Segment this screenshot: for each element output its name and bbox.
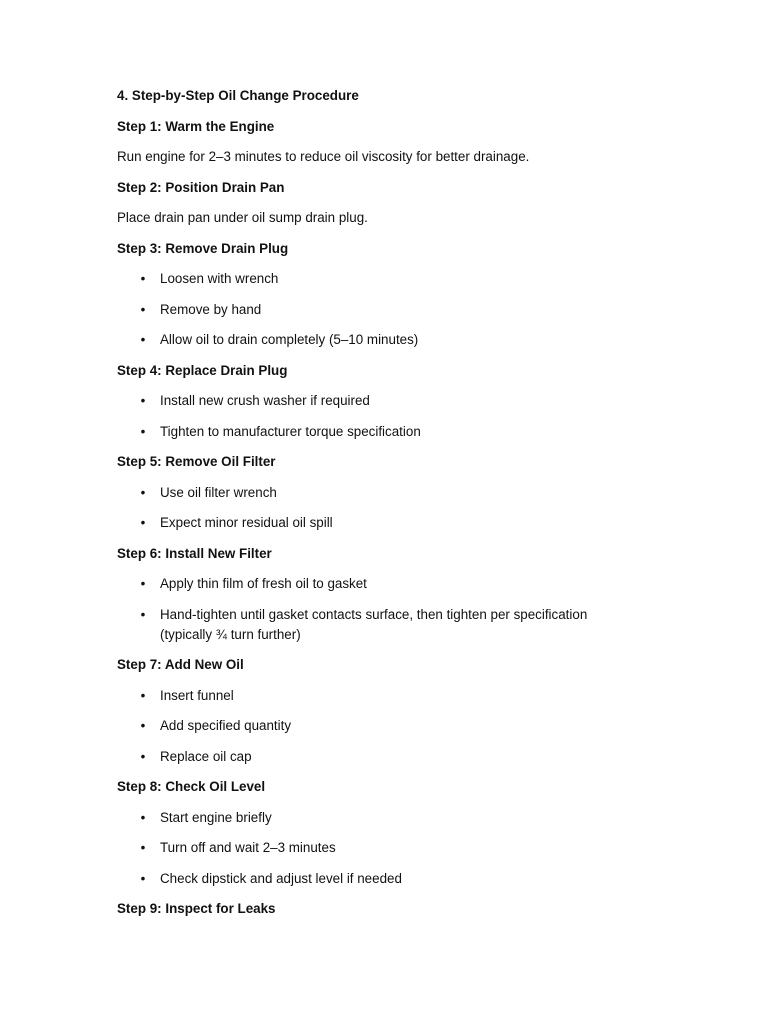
bullet-dot-icon: • — [140, 332, 146, 347]
bullet-list — [117, 483, 637, 534]
bullet-item — [117, 269, 637, 289]
bullet-list — [117, 808, 637, 889]
bullet-dot-icon: • — [140, 809, 146, 825]
bullet-item — [117, 869, 637, 889]
bullet-text: Start engine briefly — [160, 809, 272, 825]
step-section — [117, 777, 637, 889]
bullet-item — [117, 574, 637, 594]
bullet-item — [117, 605, 637, 645]
step-title: Step 1: Warm the Engine — [117, 118, 275, 134]
step-section — [117, 239, 637, 351]
step-section — [117, 899, 637, 919]
bullet-dot-icon: • — [140, 748, 146, 764]
step-paragraph: Place drain pan under oil sump drain plug. — [117, 210, 368, 225]
bullet-text: Insert funnel — [160, 687, 234, 703]
bullet-text: Allow oil to drain completely (5–10 minutes) — [160, 332, 419, 347]
bullet-dot-icon: • — [140, 484, 146, 500]
bullet-item — [117, 808, 637, 828]
step-title: Step 6: Install New Filter — [117, 545, 272, 561]
bullet-text: Remove by hand — [160, 301, 262, 317]
bullet-dot-icon: • — [140, 718, 146, 733]
bullet-list — [117, 574, 637, 645]
bullet-item — [117, 391, 637, 411]
bullet-text: Use oil filter wrench — [160, 484, 277, 500]
bullet-item — [117, 838, 637, 858]
bullet-dot-icon: • — [140, 271, 146, 286]
bullet-text: Add specified quantity — [160, 718, 292, 733]
step-title: Step 8: Check Oil Level — [117, 779, 266, 794]
section-heading: 4. Step-by-Step Oil Change Procedure — [117, 88, 359, 103]
bullet-dot-icon: • — [140, 606, 146, 622]
step-title: Step 5: Remove Oil Filter — [117, 454, 276, 469]
bullet-text: Turn off and wait 2–3 minutes — [160, 840, 336, 855]
bullet-text: Apply thin film of fresh oil to gasket — [160, 576, 367, 591]
bullet-dot-icon: • — [140, 515, 146, 530]
step-section — [117, 361, 637, 442]
step-section — [117, 178, 637, 229]
bullet-item — [117, 513, 637, 533]
steps-list — [117, 117, 637, 920]
bullet-dot-icon: • — [140, 423, 146, 439]
bullet-list — [117, 391, 637, 442]
step-paragraph: Run engine for 2–3 minutes to reduce oil viscosity for better drainage. — [117, 149, 530, 164]
document-page — [117, 86, 637, 930]
bullet-item — [117, 747, 637, 767]
bullet-item — [117, 716, 637, 736]
step-section — [117, 117, 637, 168]
bullet-text: Expect minor residual oil spill — [160, 515, 333, 530]
bullet-dot-icon: • — [140, 687, 146, 703]
bullet-dot-icon: • — [140, 870, 146, 886]
step-title: Step 2: Position Drain Pan — [117, 179, 285, 195]
bullet-dot-icon: • — [140, 840, 146, 855]
bullet-dot-icon: • — [140, 576, 146, 591]
step-title: Step 4: Replace Drain Plug — [117, 362, 288, 378]
bullet-item — [117, 686, 637, 706]
bullet-text: Hand-tighten until gasket contacts surface, then tighten per specification (typically ¾ turn further) — [160, 606, 588, 642]
bullet-item — [117, 422, 637, 442]
step-section — [117, 544, 637, 645]
step-section — [117, 655, 637, 767]
bullet-item — [117, 300, 637, 320]
bullet-item — [117, 330, 637, 350]
bullet-text: Install new crush washer if required — [160, 393, 370, 408]
bullet-list — [117, 269, 637, 350]
bullet-text: Loosen with wrench — [160, 271, 279, 286]
bullet-text: Check dipstick and adjust level if needed — [160, 870, 402, 886]
bullet-dot-icon: • — [140, 301, 146, 317]
step-title: Step 9: Inspect for Leaks — [117, 901, 276, 916]
bullet-text: Replace oil cap — [160, 748, 252, 764]
step-section — [117, 452, 637, 533]
bullet-text: Tighten to manufacturer torque specification — [160, 423, 421, 439]
step-title: Step 3: Remove Drain Plug — [117, 240, 289, 256]
bullet-dot-icon: • — [140, 393, 146, 408]
step-title: Step 7: Add New Oil — [117, 657, 244, 672]
bullet-item — [117, 483, 637, 503]
bullet-list — [117, 686, 637, 767]
